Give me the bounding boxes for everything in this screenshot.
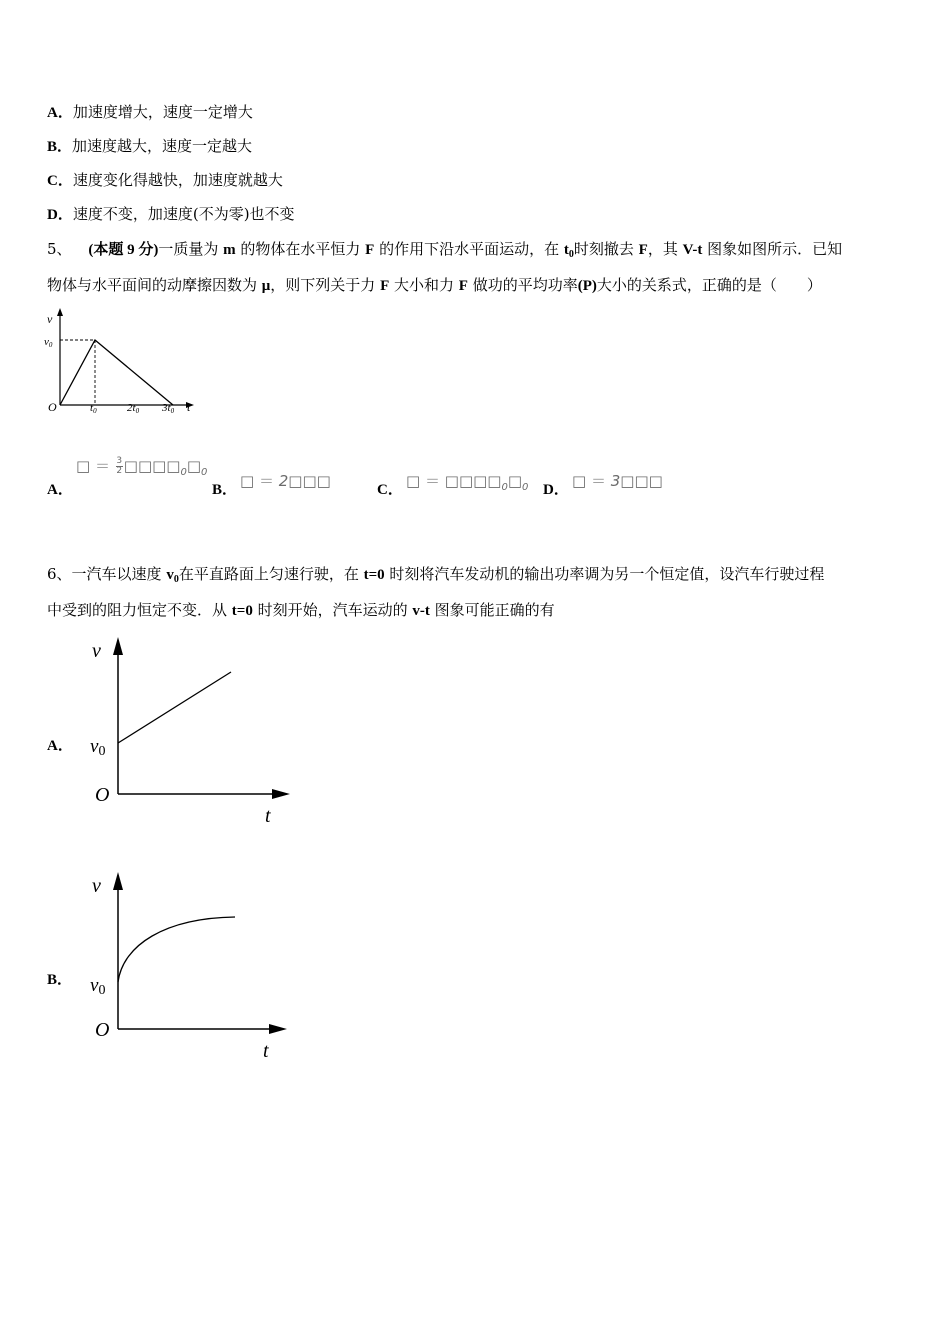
velocity-curve <box>60 340 173 405</box>
origin-label: O <box>95 1019 110 1041</box>
option-text: 加速度越大，速度一定越大 <box>72 137 253 155</box>
q5-option-d-formula: □ ＝ 3□□□ <box>572 472 663 490</box>
stem-text: 的物体在水平恒力 <box>235 240 366 258</box>
stem-text: 做功的平均功率 <box>467 276 578 294</box>
origin-label: O <box>95 784 110 806</box>
q5-stem-line-1 <box>47 239 842 265</box>
stem-text: 图象如图所示．已知 <box>702 240 843 258</box>
q4-option-d <box>47 204 295 225</box>
stem-text: 中受到的阻力恒定不变．从 <box>47 601 232 619</box>
option-text: 速度不变，加速度(不为零)也不变 <box>72 205 295 223</box>
t-label: t <box>187 400 191 414</box>
v0-label: v0 <box>44 336 53 349</box>
q6-graph-b <box>85 870 300 1065</box>
stem-text: 物体与水平面间的动摩擦因数为 <box>47 276 262 294</box>
q6-stem-line-2 <box>47 600 555 621</box>
q5-option-c-formula: □ ＝ $□□□□_0□_0$ <box>406 472 529 493</box>
subscript: 0 <box>568 249 574 260</box>
stem-text: 一汽车以速度 <box>71 565 167 583</box>
t-label: t <box>265 805 271 827</box>
option-label: B． <box>47 139 73 155</box>
option-label: C． <box>47 173 73 189</box>
option-text: 加速度增大，速度一定增大 <box>72 103 253 121</box>
var-f: F <box>365 242 375 258</box>
q6-option-b-label: B． <box>47 972 73 988</box>
stem-text: ，则下列关于力 <box>270 276 381 294</box>
q5-option-c-label: C． <box>377 482 403 498</box>
stem-text: 大小和力 <box>389 276 459 294</box>
stem-text: ，其 <box>647 240 683 258</box>
var-f: F <box>380 278 390 294</box>
var-v0: v <box>166 567 174 583</box>
stem-text: 在平直路面上匀速行驶，在 <box>178 565 364 583</box>
q4-option-a <box>47 102 253 123</box>
option-label: D． <box>47 207 73 223</box>
q6-graph-a <box>85 635 300 830</box>
q4-option-c <box>47 170 283 191</box>
var-p: (P) <box>577 278 597 294</box>
stem-text: 大小的关系式，正确的是（ ） <box>596 276 822 294</box>
stem-text: 一质量为 <box>158 240 224 258</box>
v-label: v <box>92 875 101 897</box>
var-f: F <box>638 242 648 258</box>
v-axis-arrow <box>113 637 123 655</box>
stem-text: 时刻开始，汽车运动的 <box>252 601 413 619</box>
q5-stem-line-2 <box>47 275 822 296</box>
question-number: 5、 <box>47 240 72 258</box>
var-vt: v-t <box>412 603 430 619</box>
question-points: (本题 9 分) <box>88 242 159 258</box>
t-axis-arrow <box>269 1024 287 1034</box>
2t0-label: 2t0 <box>127 402 140 415</box>
question-number: 6、 <box>47 565 72 583</box>
q5-option-a-formula: □ ＝ $\frac{3}{2}$ $□□□□_0□_0$ <box>76 456 208 478</box>
q6-stem-line-1 <box>47 564 824 590</box>
v-label: v <box>92 640 101 662</box>
t0-label: t0 <box>90 402 97 415</box>
t-axis-arrow <box>272 789 290 799</box>
v-axis-arrow <box>57 308 63 316</box>
subscript: 0 <box>173 574 179 585</box>
var-vt: V-t <box>682 242 703 258</box>
v-axis-arrow <box>113 872 123 890</box>
q5-option-a-label: A． <box>47 482 73 498</box>
option-text: 速度变化得越快，加速度就越大 <box>72 171 283 189</box>
velocity-curve <box>118 917 235 982</box>
var-t0-eq: t=0 <box>363 567 385 583</box>
q4-option-b <box>47 136 252 157</box>
var-m: m <box>223 242 236 258</box>
stem-text: 的作用下沿水平面运动，在 <box>374 240 564 258</box>
origin-label: O <box>48 400 57 414</box>
var-f: F <box>458 278 468 294</box>
stem-text: 时刻将汽车发动机的输出功率调为另一个恒定值，设汽车行驶过程 <box>384 565 825 583</box>
option-label: A． <box>47 105 73 121</box>
q5-option-b-formula: □ ＝ 2□□□ <box>240 472 331 490</box>
stem-text: 时刻撤去 <box>573 240 639 258</box>
velocity-line <box>118 672 231 743</box>
q5-option-d-label: D． <box>543 482 569 498</box>
var-t0-eq: t=0 <box>231 603 253 619</box>
var-t0: t <box>563 242 569 258</box>
q5-vt-graph <box>40 305 205 420</box>
t-label: t <box>263 1040 269 1062</box>
v0-label: v0 <box>90 736 106 759</box>
v-label: v <box>47 312 53 326</box>
var-mu: μ <box>261 278 271 294</box>
q6-option-a-label: A． <box>47 738 73 754</box>
stem-text: 图象可能正确的有 <box>429 601 555 619</box>
3t0-label: 3t0 <box>162 402 175 415</box>
q5-option-b-label: B． <box>212 482 238 498</box>
v0-label: v0 <box>90 975 106 998</box>
